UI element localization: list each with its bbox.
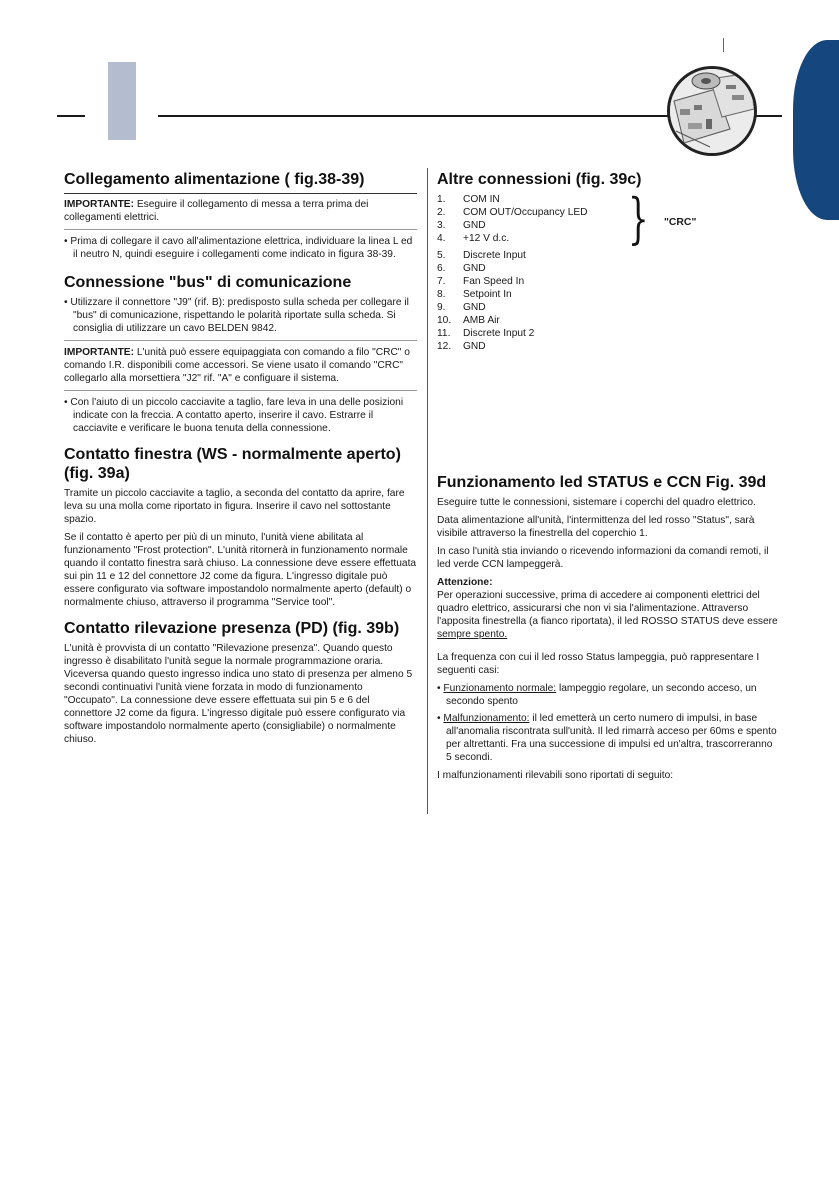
list-item: 9. GND — [437, 302, 486, 313]
power-bullets — [64, 235, 417, 261]
list-item: 2. COM OUT/Occupancy LED — [437, 207, 588, 218]
section-title-status-led: Funzionamento led STATUS e CCN Fig. 39d — [437, 474, 767, 491]
left-column — [64, 170, 417, 751]
spacer — [437, 353, 780, 473]
important-note-2: IMPORTANTE: L'unità può essere equipaggiata con comando a filo "CRC" o comando I.R. disponibili come accessori. Se viene usato il comando "CRC" collegarlo alla morsettiera "J2" rif. "A" e configuare il sistema. — [64, 347, 410, 384]
circuit-board-image — [667, 66, 757, 156]
section-title-connections: Altre connessioni (fig. 39c) — [437, 171, 642, 188]
column-separator — [427, 168, 428, 814]
list-item: 12. GND — [437, 341, 486, 352]
window-paragraph-2: Se il contatto è aperto per più di un minuto, l'unità viene abilitata al funzionamento "Frost protection". L'unità ritornerà in funzionamento normale quando il contatto finestra sarà chiuso. La connessione deve essere effettuata sui pin 11 e 12 del connettore J2 come da figura. L'ingresso digitale può essere configurato via software impostandolo normalmente aperto (default) o normalmente chiuso, attraverso il programma "Service tool". — [64, 532, 417, 608]
status-paragraph-4: La frequenza con cui il led rosso Status lampeggia, può rappresentare I seguenti casi: — [437, 652, 760, 676]
section-title-presence: Contatto rilevazione presenza (PD) (fig. 39b) — [64, 620, 400, 637]
list-item: 6. GND — [437, 263, 486, 274]
list-item: 5. Discrete Input — [437, 250, 526, 261]
list-item: • Prima di collegare il cavo all'alimentazione elettrica, individuare la linea L ed il neutro N, quindi eseguire i collegamenti come indicato in figura 38-39. — [64, 235, 417, 261]
divider — [64, 229, 417, 230]
list-item: 1. COM IN — [437, 194, 500, 205]
divider — [64, 340, 417, 341]
status-paragraph-3: In caso l'unità stia inviando o ricevendo informazioni da comandi remoti, il led verde CCN lampeggerà. — [437, 546, 769, 570]
status-bullets — [437, 682, 780, 764]
bus-bullets-2 — [64, 396, 417, 435]
status-paragraph-2: Data alimentazione all'unità, l'intermittenza del led rosso "Status", sarà visibile attraverso la finestrella del coperchio 1. — [437, 515, 755, 539]
presence-paragraph: L'unità è provvista di un contatto "Rilevazione presenza". Quando questo ingresso è disabilitato l'unità segue la normale programmazione oraria. Viceversa quando questo ingresso indica uno stato di presenza per almeno 5 secondi continuativi l'unità viene forzata in modo di funzionamento "Occupato". La connessione deve essere effettuata sui pin 5 e 6 del connettore J2 come da figura. L'ingresso digitale può essere configurato via software impostandolo normalmente aperto (consigliabile) o normalmente chiuso. — [64, 643, 413, 745]
section-title-power: Collegamento alimentazione ( fig.38-39) — [64, 171, 365, 188]
list-item: 11. Discrete Input 2 — [437, 328, 535, 339]
attention-label: Attenzione: — [437, 577, 493, 588]
list-item: • Con l'aiuto di un piccolo cacciavite a taglio, fare leva in una delle posizioni indicate con la freccia. A contatto aperto, inserire il cavo. Estrarre il cacciavite e verificare le buona tenuta della connessione. — [64, 396, 417, 435]
window-paragraph-1: Tramite un piccolo cacciavite a taglio, a seconda del contatto da aprire, fare leva su una molla come riportato in figura. Inserire il cavo nel sottostante spazio. — [64, 488, 405, 525]
divider — [64, 193, 417, 194]
list-item: 8. Setpoint In — [437, 289, 512, 300]
brace-icon: } — [628, 187, 649, 250]
list-item: 7. Fan Speed In — [437, 276, 525, 287]
list-item: • Malfunzionamento: il led emetterà un certo numero di impulsi, in base all'anomalia riscontrata sull'unità. Il led rimarrà acceso per 60ms e spento per altrettanti. Fra una successione di impulsi ed un'altra, trascorreranno 5 secondi. — [437, 712, 780, 764]
connections-list — [437, 187, 780, 353]
circuit-board-icon — [670, 69, 754, 153]
right-column — [437, 170, 780, 787]
header-tick — [723, 38, 724, 52]
important-note-1: IMPORTANTE: Eseguire il collegamento di messa a terra prima dei collegamenti elettrici. — [64, 199, 369, 223]
divider — [64, 390, 417, 391]
status-paragraph-5: I malfunzionamenti rilevabili sono riportati di seguito: — [437, 770, 674, 781]
crc-label: "CRC" — [664, 217, 697, 228]
status-paragraph-1: Eseguire tutte le connessioni, sistemare i coperchi del quadro elettrico. — [437, 497, 756, 508]
list-item: • Funzionamento normale: lampeggio regolare, un secondo acceso, un secondo spento — [437, 682, 780, 708]
header-rule-right — [753, 115, 782, 117]
header-rule-left — [57, 115, 85, 117]
header-rule — [158, 115, 670, 117]
attention-text: Per operazioni successive, prima di accedere ai componenti elettrici del quadro elettrico, assicurarsi che non vi sia l'alimentazione. Attraverso l'apposita finestrella (a fianco riportata), il led ROSSO STATUS deve essere sempre spento. — [437, 590, 778, 640]
list-item: • Utilizzare il connettore "J9" (rif. B): predisposto sulla scheda per collegare il "bus" di comunicazione, rispettando le polarità riportate sulla scheda. Si consiglia di utilizzare un cavo BELDEN 9842. — [64, 296, 417, 335]
bus-bullets — [64, 296, 417, 335]
list-item: 3. GND — [437, 220, 486, 231]
list-item: 10. AMB Air — [437, 315, 500, 326]
section-title-bus: Connessione "bus" di comunicazione — [64, 274, 352, 291]
chapter-marker — [108, 62, 136, 140]
section-title-window: Contatto finestra (WS - normalmente aperto) (fig. 39a) — [64, 446, 401, 482]
chapter-tab — [793, 40, 839, 220]
list-item: 4. +12 V d.c. — [437, 233, 510, 244]
